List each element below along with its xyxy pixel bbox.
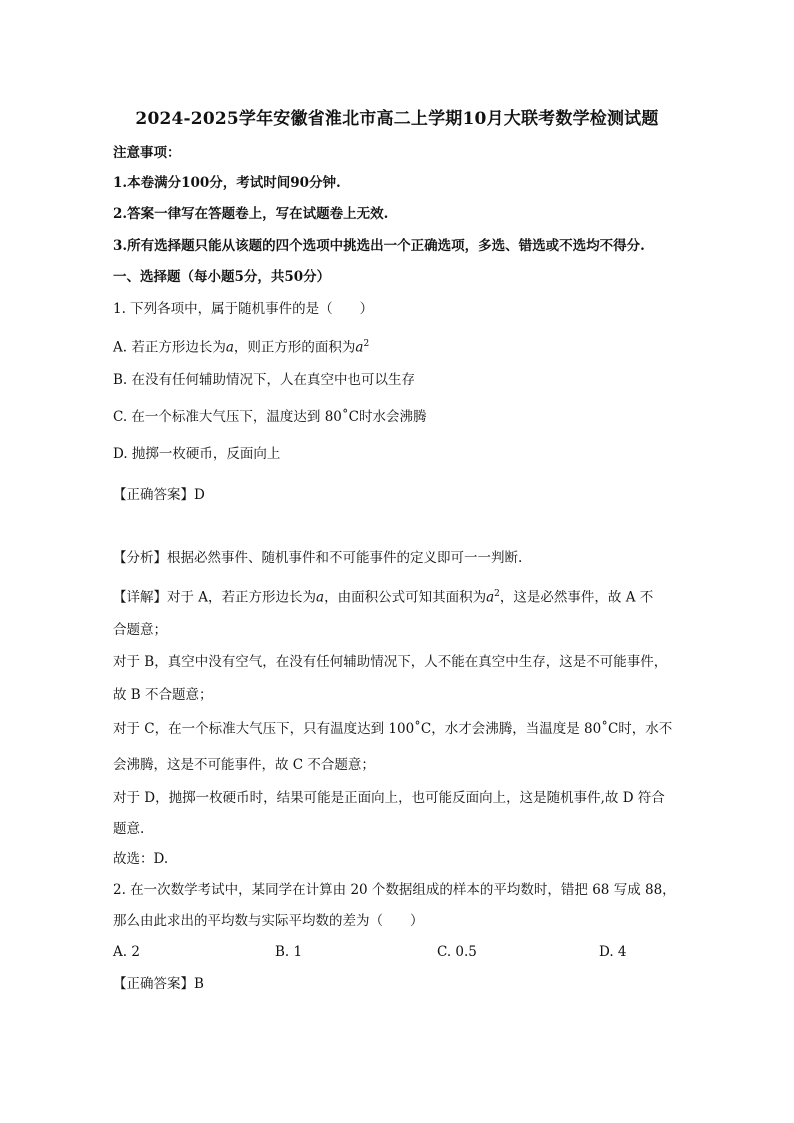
q1-detail-line-3: 对于 B，真空中没有空气，在没有任何辅助情况下，人不能在真空中生存，这是不可能事件， [113, 654, 668, 670]
q2-stem-line-2: 那么由此求出的平均数与实际平均数的差为（ ） [113, 913, 424, 929]
math-exponent: 2 [363, 339, 370, 349]
q1-option-c: C. 在一个标准大气压下，温度达到 80˚C时水会沸腾 [113, 409, 427, 425]
q1-answer: 【正确答案】D [113, 487, 205, 503]
q1-option-b: B. 在没有任何辅助情况下，人在真空中也可以生存 [113, 372, 416, 388]
math-variable: a [486, 589, 495, 606]
q2-answer: 【正确答案】B [113, 976, 204, 992]
q2-option-d: D. 4 [599, 944, 627, 960]
q1-choice: 故选：D. [113, 851, 169, 867]
page-title: 2024-2025学年安徽省淮北市高二上学期10月大联考数学检测试题 [135, 109, 659, 129]
q1-detail-line-2: 合题意； [113, 622, 167, 638]
q1-option-d: D. 抛掷一枚硬币，反面向上 [113, 446, 281, 462]
q2-option-b: B. 1 [275, 944, 303, 960]
notice-item-2: 2.答案一律写在答题卷上，写在试题卷上无效. [113, 206, 389, 222]
q1-detail-line-8: 题意. [113, 821, 145, 837]
math-variable: a [355, 339, 364, 356]
notice-item-3: 3.所有选择题只能从该题的四个选项中挑选出一个正确选项，多选、错选或不选均不得分. [113, 238, 645, 254]
q2-stem-line-1: 2. 在一次数学考试中，某同学在计算由 20 个数据组成的样本的平均数时，错把 68 写成 88， [113, 882, 676, 898]
math-variable: a [225, 339, 234, 356]
math-exponent: 2 [494, 589, 500, 599]
q1-option-a [113, 334, 369, 358]
q1-detail-text-2: ，由面积公式可知其面积为 [324, 589, 487, 606]
q1-detail-line-4: 故 B 不合题意； [113, 687, 213, 703]
q1-stem: 1. 下列各项中，属于随机事件的是（ ） [113, 301, 374, 317]
q1-detail-text-1: 【详解】对于 A，若正方形边长为 [113, 589, 317, 606]
q2-option-c: C. 0.5 [437, 944, 477, 960]
section-heading: 一、选择题（每小题5分，共50分） [113, 269, 331, 285]
q1-detail-line-1 [113, 584, 653, 608]
q1-option-a-text-1: A. 若正方形边长为 [113, 339, 226, 356]
notice-heading: 注意事项： [113, 145, 181, 161]
notice-item-1: 1.本卷满分100分，考试时间90分钟. [113, 175, 341, 191]
math-variable: a [316, 589, 325, 606]
q1-analysis: 【分析】根据必然事件、随机事件和不可能事件的定义即可一一判断. [113, 550, 523, 566]
q1-option-a-text-2: ，则正方形的面积为 [233, 339, 356, 356]
q1-detail-line-6: 会沸腾，这是不可能事件，故 C 不合题意； [113, 757, 375, 773]
q1-detail-text-3: ，这是必然事件，故 A 不 [499, 589, 654, 606]
q1-detail-line-5: 对于 C，在一个标准大气压下，只有温度达到 100˚C，水才会沸腾，当温度是 80˚C时，水不 [113, 721, 673, 737]
q1-detail-line-7: 对于 D，抛掷一枚硬币时，结果可能是正面向上，也可能反面向上，这是随机事件,故 D 符合 [113, 790, 665, 806]
q2-option-a: A. 2 [113, 944, 140, 960]
